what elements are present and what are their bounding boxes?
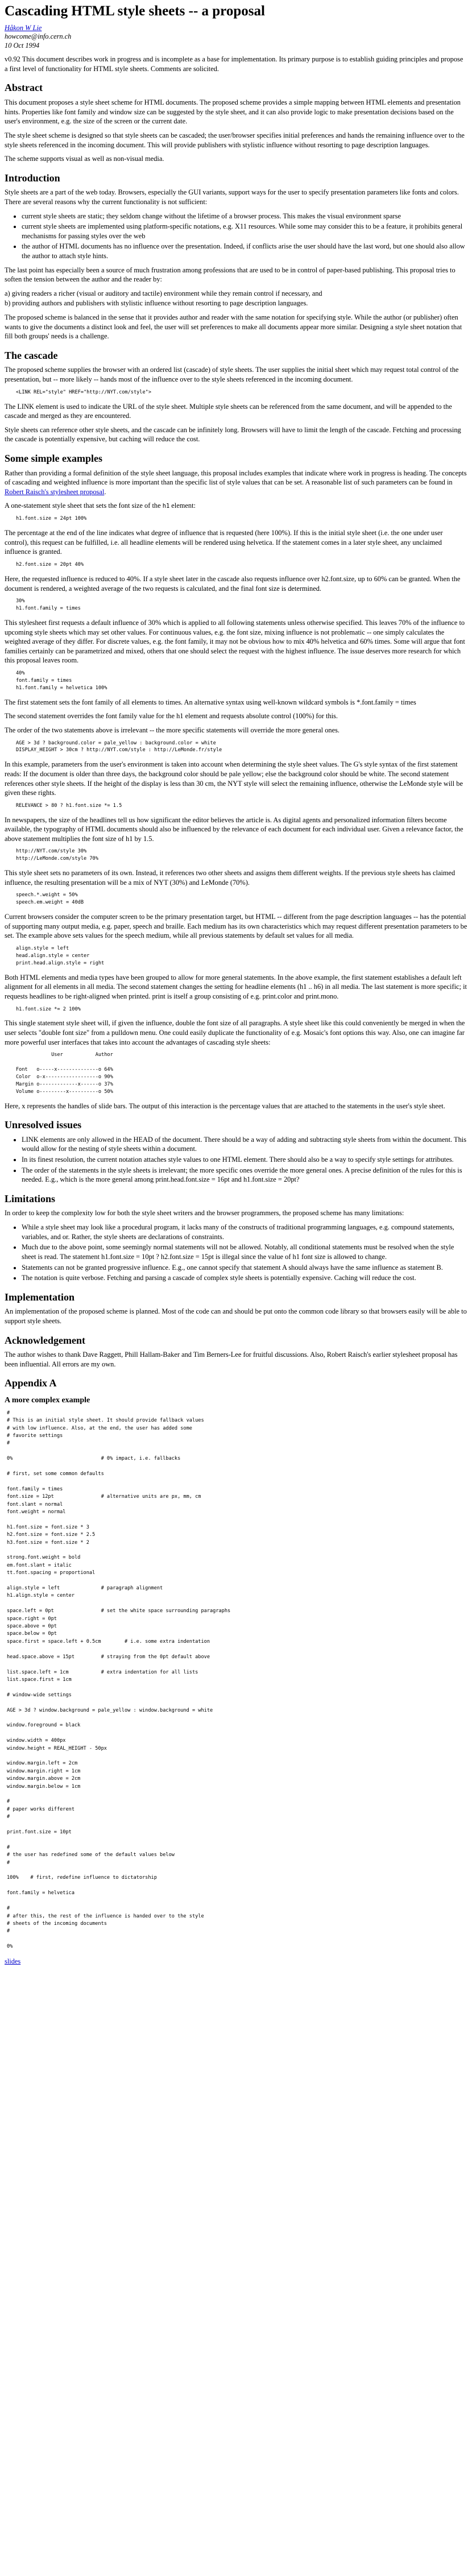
examples-paragraph: The percentage at the end of the line indicates what degree of influence that is requested (here 100%). If this is the initial style sheet (i.e. the one under user control), this request can be fulfilled, i.e. all headline elements will be rendered using helvetica. If the statement comes in a later style sheet, any unclaimed influence is granted. (5, 529, 443, 556)
list-item: • While a style sheet may look like a procedural program, it lacks many of the constructs of traditional programming languages, e.g. compound statements, variables, and or. Rather, the style sheets are declarations of constraints. (22, 1223, 467, 1241)
abstract-paragraph: The style sheet scheme is designed so that style sheets can be cascaded; the user/browser specifies initial preferences and hands the remaining influence over to the style sheets referenced in the incoming document. This will provide publishers with stylistic influence without resorting to page description languages. (5, 131, 465, 149)
list-item: • The order of the statements in the style sheets is irrelevant; the more specific ones override the more general ones. A precise definition of the rules for this is needed. E.g., which is the more general among print.head.font.size = 16pt and h1.font.size = 20pt? (22, 1166, 467, 1185)
code-block: AGE > 3d ? background.color = pale_yellow : background.color = white DISPLAY_HEIGHT > 30cm ? http://NYT.com/style : http://LeMonde.fr/style (16, 740, 222, 753)
examples-paragraph: This style sheet sets no parameters of its own. Instead, it references two other sheets and assigns them different weights. If the previous style sheets has claimed influence, the resulting presentation will be a mix of NYT (30%) and LeMonde (70%). (5, 869, 456, 887)
intro-paragraph: The last point has especially been a source of much frustration among professions that are used to be in control of paper-based publishing. This proposal tries to soften the tension between the author and the reader by: (5, 266, 456, 284)
code-block: 40% font.family = times h1.font.family = helvetica 100% (16, 670, 107, 691)
text-run: . (104, 487, 106, 496)
code-block: h1.font.size = 24pt 100% (16, 516, 87, 522)
heading-introduction: Introduction (5, 172, 60, 184)
code-block: RELEVANCE > 80 ? h1.font.size *= 1.5 (16, 802, 122, 809)
abstract-paragraph: The scheme supports visual as well as non-visual media. (5, 155, 164, 163)
list-item: • LINK elements are only allowed in the HEAD of the document. There should be a way of adding and subtracting style sheets from within the document. This would allow for the nesting of style sheets within a document. (22, 1135, 467, 1154)
list-item: • In its finest resolution, the current notation attaches style values to one HTML element. There should also be a way to specify style settings for attributes. (22, 1155, 467, 1165)
heading-appendix: Appendix A (5, 1377, 57, 1389)
code-block: h2.font.size = 20pt 40% (16, 562, 84, 568)
examples-paragraph: The first statement sets the font family of all elements to times. An alternative syntax using well-known wildcard symbols is *.font.family = times (5, 698, 416, 706)
footer (5, 1957, 467, 1966)
text-run: element: (169, 502, 196, 510)
raisch-proposal-link[interactable]: Robert Raisch's stylesheet proposal (5, 487, 105, 496)
intro-paragraph: The proposed scheme is balanced in the sense that it provides author and reader with the same notation for specifying style. While the author (or publisher) often wants to give the documents a distinct look and feel, the user will set preferences to make all documents appear more similar. Designing a style sheet notation that fill both groups' needs is a challenge. (5, 313, 462, 341)
code-block: speech.*.weight = 50% speech.em.weight = 40dB (16, 892, 84, 906)
list-item: • the author of HTML documents has no influence over the presentation. Indeed, if conflicts arise the user should have the last word, but one should also allow the author to attach style hints. (22, 242, 467, 260)
list-item: • Much due to the above point, some seemingly normal statements will not be allowed. Notably, all conditional statements must be resolved when the style sheet is read. The statement h1.font.size = 10pt ? h2.font.size = 15pt is illegal since the value of h1 font size is allowed to change. (22, 1243, 467, 1261)
author-link[interactable]: Håkon W Lie (5, 23, 42, 32)
list-item: b) providing authors and publishers with stylistic influence without resorting to page description languages. (5, 299, 308, 308)
acknowledgement-paragraph: The author wishes to thank Dave Raggett, Phill Hallam-Baker and Tim Berners-Lee for fruitful discussions. Also, Robert Raisch's earlier stylesheet proposal has been influential. All errors are my own. (5, 1351, 458, 1368)
status-notice: v0.92 This document describes work in progress and is incomplete as a base for implementation. Its primary purpose is to establish guiding principles and propose a first level of functionality for HTML style sheets. Comments are solicited. (5, 55, 463, 73)
list-item: • The notation is quite verbose. Fetching and parsing a cascade of complex style sheets is potentially expensive. Caching will reduce the cost. (22, 1273, 467, 1283)
code-block: h1.font.size *= 2 100% (16, 1006, 81, 1012)
author-email: howcome@info.cern.ch (5, 32, 72, 41)
intro-bullet-list (5, 212, 467, 261)
list-item: a) giving readers a richer (visual or auditory and tactile) environment while they remain control if necessary, and (5, 289, 322, 297)
implementation-paragraph: An implementation of the proposed scheme is planned. Most of the code can and should be put onto the common code library so that browsers easily will be able to support style sheets. (5, 1307, 467, 1325)
examples-paragraph: The order of the two statements above is irrelevant -- the more specific statements will override the more general ones. (5, 726, 340, 734)
cascade-paragraph: Style sheets can reference other style sheets, and the cascade can be infinitely long. Browsers will have to limit the length of the cascade. Fetching and processing the cascade is potentially expensive, but caching will reduce the cost. (5, 425, 461, 444)
limitations-paragraph: In order to keep the complexity low for both the style sheet writers and the browser programmers, the proposed scheme has many limitations: (5, 1209, 404, 1217)
abstract-paragraph: This document proposes a style sheet scheme for HTML documents. The proposed scheme provides a simple mapping between HTML elements and presentation hints. Properties like font family and window size can be suggested by the style sheet, and it can also provide logic to make presentation decisions based on the user's environment, e.g. the size of the screen or the current date. (5, 98, 461, 126)
author-date: 10 Oct 1994 (5, 41, 40, 49)
examples-paragraph (5, 469, 467, 497)
code-block: <LINK REL="style" HREF="http://NYT.com/style"> (16, 389, 151, 395)
heading-abstract: Abstract (5, 82, 43, 94)
examples-paragraph: Here, x represents the handles of slide bars. The output of this interaction is the percentage values that are attached to the statements in the user's style sheet. (5, 1101, 445, 1110)
intro-paragraph: Style sheets are a part of the web today. Browsers, especially the GUI variants, support ways for the user to specify presentation parameters like fonts and colors. There are several reasons why the current functionality is not sufficient: (5, 188, 459, 206)
examples-paragraph: In this example, parameters from the user's environment is taken into account when determining the style sheet values. The G's style syntax of the first statement reads: If the document is older than three days, the background color should be pale yellow; else the background color should be white. The second statement references other style sheets. If the height of the display is less than 30 cm, the NYT style will select the remaining influence, otherwise the LeMonde style will be given these rights. (5, 760, 463, 797)
cascade-paragraph: The LINK element is used to indicate the URL of the style sheet. Multiple style sheets can be referenced from the same document, and will be appended to the cascade and merged as they are encountered. (5, 402, 452, 420)
examples-paragraph: Here, the requested influence is reduced to 40%. If a style sheet later in the cascade also requests influence over h2.font.size, up to 60% can be granted. When the document is rendered, a weighted average of the two requests is calculated, and the final font size is determined. (5, 574, 461, 593)
list-item: • current style sheets are static; they seldom change without the lifetime of a browser process. This makes the visual environment sparse (22, 212, 467, 221)
list-item: • Statements can not be granted progressive influence. E.g., one cannot specify that statement A should always have the same influence as statement B. (22, 1263, 467, 1273)
code-block: http://NYT.com/style 30% http://LeMonde.com/style 70% (16, 848, 98, 862)
heading-complex-example: A more complex example (5, 1395, 90, 1405)
intro-reasons (5, 289, 467, 308)
text-run: A one-statement style sheet that sets the font size of the (5, 502, 163, 510)
slides-link[interactable]: slides (5, 1957, 21, 1965)
heading-implementation: Implementation (5, 1291, 74, 1303)
list-item: • current style sheets are implemented using platform-specific notations, e.g. X11 resources. While some may consider this to be a feature, it prohibits general mechanisms for passing styles over the web (22, 222, 467, 241)
heading-limitations: Limitations (5, 1192, 56, 1204)
examples-paragraph: The second statement overrides the font family value for the h1 element and requests absolute control (100%) for this. (5, 712, 338, 720)
examples-paragraph: Both HTML elements and media types have been grouped to allow for more general statements. In the above example, the first statement establishes a default left alignment for all elements in all media. The second statement changes the setting for headline elements (h1 .. h6) in all media. The last statement is more specific; it requests headlines to be right-aligned when printed. print is itself a group consisting of e.g. print.color and print.mono. (5, 973, 467, 1000)
examples-paragraph: Current browsers consider the computer screen to be the primary presentation target, but HTML -- different from the page description languages -- has the potential of supporting many output media, e.g. paper, speech and braille. Each medium has its own characteristics which may request different presentation parameters to be set. The example above sets values for the speech medium, while all previous statements by default set values for all media. (5, 913, 467, 940)
heading-acknowledgement: Acknowledgement (5, 1334, 85, 1346)
slider-diagram: User Author Font o-----x--------------o 64% Color o-x------------------o 90% Margin o-------------x------o 37% Volume o---------x----------o 50% (16, 1052, 113, 1095)
inline-code: h1 (162, 503, 170, 510)
examples-paragraph: This stylesheet first requests a default influence of 30% which is applied to all following statements unless otherwise specified. This leaves 70% of the influence to upcoming style sheets which may set other values. For continuous values, e.g. the font size, mixing influence is not problematic -- one simply calculates the weighted average of they differ. For discrete values, e.g. the font family, it may not be obvious how to mix 40% helvetica and 60% times. Some will argue that font families certainly can be parametrized and mixed, others that one should select the request with the highest influence. The issue deserves more research for which this proposal leaves room. (5, 618, 465, 665)
cascade-paragraph: The proposed scheme supplies the browser with an ordered list (cascade) of style sheets. The user supplies the initial sheet which may request total control of the presentation, but -- more likely -- hands most of the influence over to the style sheets referenced in the incoming document. (5, 366, 459, 384)
appendix-code-block: # # This is an initial style sheet. It should provide fallback values # with low influence. Also, at the end, the user has added some # favorite settings # 0% # 0% impact, i.e. fallbacks # first, set some common defaults font.family = times font.size = 12pt # alternative units are px, mm, cm font.slant = normal font.weight = normal h1.font.size = font.size * 3 h2.font.size = font.size * 2.5 h3.font.size = font.size * 2 strong.font.weight = bold em.font.slant = italic tt.font.spacing = proportional align.style = left # paragraph alignment h1.align.style = center space.left = 0pt # set the white space surrounding paragraphs space.right = 0pt space.above = 0pt space.below = 0pt space.first = space.left + 0.5cm # i.e. some extra indentation head.space.above = 15pt # straying from the 0pt default above list.space.left = 1cm # extra indentation for all lists list.space.first = 1cm # window-wide settings AGE > 3d ? window.background = pale_yellow : window.background = white window.foreground = black window.width = 400px window.height = REAL_HEIGHT - 50px window.margin.left = 2cm window.margin.right = 1cm window.margin.above = 2cm window.margin.below = 1cm # # paper works different # print.font.size = 10pt # # the user has redefined some of the default values below # 100% # first, redefine influence to dictatorship font.family = helvetica # # after this, the rest of the influence is handed over to the style # sheets of the incoming documents # 0% (7, 1410, 231, 1950)
examples-paragraph: This single statement style sheet will, if given the influence, double the font size of all paragraphs. A style sheet like this could conveniently be merged in when the user selects "double font size" from a pulldown menu. One could easily duplicate the functionality of e.g. Mosaic's font options this way. Also, one can imagine far more powerful user interfaces that takes into account the advantages of cascading style sheets: (5, 1019, 465, 1046)
limitations-bullet-list (5, 1223, 467, 1283)
examples-paragraph (5, 501, 467, 511)
code-block: align.style = left head.align.style = center print.head.align.style = right (16, 946, 105, 966)
code-block: 30% h1.font.family = times (16, 598, 81, 612)
heading-unresolved: Unresolved issues (5, 1119, 82, 1131)
examples-paragraph: In newspapers, the size of the headlines tell us how significant the editor believes the article is. As digital agents and personalized information filters become available, the typography of HTML documents should also be influenced by the relevance of each document for each individual user. Given a relevance factor, the above statement multiplies the font size of h1 by 1.5. (5, 815, 463, 843)
heading-cascade: The cascade (5, 349, 58, 361)
page-title: Cascading HTML style sheets -- a proposal (5, 3, 265, 19)
author-block (5, 24, 467, 51)
heading-examples: Some simple examples (5, 452, 102, 464)
unresolved-bullet-list (5, 1135, 467, 1185)
text-run: Rather than providing a formal definition of the style sheet language, this proposal includes examples that indicate where work in progress is heading. The concepts of cascading and weighted influence is more important than the specific list of style values that can be set. A reasonable list of such parameters can be found in (5, 469, 467, 487)
